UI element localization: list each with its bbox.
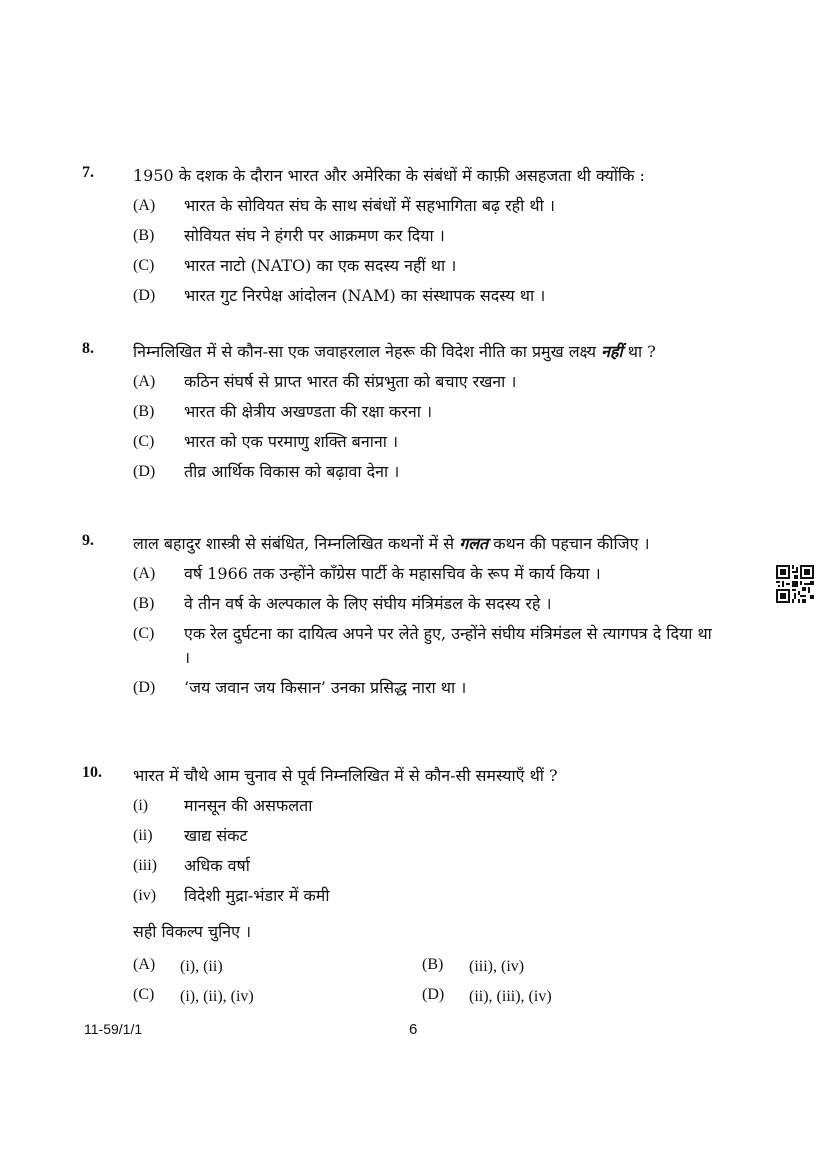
option-d: (D) तीव्र आर्थिक विकास को बढ़ावा देना ।: [133, 462, 400, 481]
options-row: [133, 956, 722, 986]
paper-code: 11-59/1/1: [84, 1021, 143, 1037]
question-7: [82, 164, 722, 308]
answer-options-grid: [133, 956, 722, 1016]
question-text: भारत में चौथे आम चुनाव से पूर्व निम्नलिखित में से कौन-सी समस्याएँ थीं ?: [133, 766, 558, 785]
list-item: (iv) विदेशी मुद्रा-भंडार में कमी: [133, 886, 330, 905]
option-c: (C) (i), (ii), (iv): [133, 986, 254, 1005]
question-number: 8.: [82, 340, 94, 357]
option-b: (B) सोवियत संघ ने हंगरी पर आक्रमण कर दिया ।: [133, 226, 445, 245]
list-item: (ii) खाद्य संकट: [133, 826, 248, 845]
question-9: [82, 532, 722, 700]
option-b: (B) (iii), (iv): [422, 956, 525, 975]
option-a: (A) (i), (ii): [133, 956, 223, 975]
qr-code-icon: [776, 565, 814, 603]
question-8: [82, 340, 722, 484]
option-b: (B) वे तीन वर्ष के अल्पकाल के लिए संघीय मंत्रिमंडल के सदस्य रहे ।: [133, 594, 552, 613]
list-item: (iii) अधिक वर्षा: [133, 856, 250, 875]
instruction-text: सही विकल्प चुनिए ।: [133, 922, 252, 941]
emphasis-word: गलत: [459, 534, 489, 553]
option-d: (D) (ii), (iii), (iv): [422, 986, 552, 1005]
option-c: (C) भारत नाटो (NATO) का एक सदस्य नहीं था ।: [133, 256, 457, 275]
option-a: (A) कठिन संघर्ष से प्राप्त भारत की संप्रभुता को बचाए रखना ।: [133, 372, 517, 391]
option-d: (D) भारत गुट निरपेक्ष आंदोलन (NAM) का संस्थापक सदस्य था ।: [133, 286, 546, 305]
option-d: (D) ‘जय जवान जय किसान’ उनका प्रसिद्ध नारा था ।: [133, 678, 467, 697]
option-b: (B) भारत की क्षेत्रीय अखण्डता की रक्षा करना ।: [133, 402, 433, 421]
option-a: (A) वर्ष 1966 तक उन्होंने काँग्रेस पार्टी के महासचिव के रूप में कार्य किया ।: [133, 564, 601, 583]
options-row: [133, 986, 722, 1016]
page-number: 6: [409, 1021, 418, 1038]
question-number: 9.: [82, 532, 94, 549]
list-item: (i) मानसून की असफलता: [133, 796, 313, 815]
option-c: (C) एक रेल दुर्घटना का दायित्व अपने पर लेते हुए, उन्होंने संघीय मंत्रिमंडल से त्यागपत्र दे दिया था ।: [133, 624, 712, 667]
question-text: 1950 के दशक के दौरान भारत और अमेरिका के संबंधों में काफ़ी असहजता थी क्योंकि :: [133, 166, 645, 185]
option-c: (C) भारत को एक परमाणु शक्ति बनाना ।: [133, 432, 399, 451]
emphasis-word: नहीं: [601, 342, 623, 361]
question-text: निम्नलिखित में से कौन-सा एक जवाहरलाल नेहरू की विदेश नीति का प्रमुख लक्ष्य नहीं था ?: [133, 342, 656, 361]
question-text: लाल बहादुर शास्त्री से संबंधित, निम्नलिखित कथनों में से गलत कथन की पहचान कीजिए ।: [133, 534, 650, 553]
question-10: [82, 764, 722, 1016]
option-a: (A) भारत के सोवियत संघ के साथ संबंधों में सहभागिता बढ़ रही थी ।: [133, 196, 555, 215]
question-number: 7.: [82, 164, 94, 181]
question-number: 10.: [82, 764, 102, 781]
